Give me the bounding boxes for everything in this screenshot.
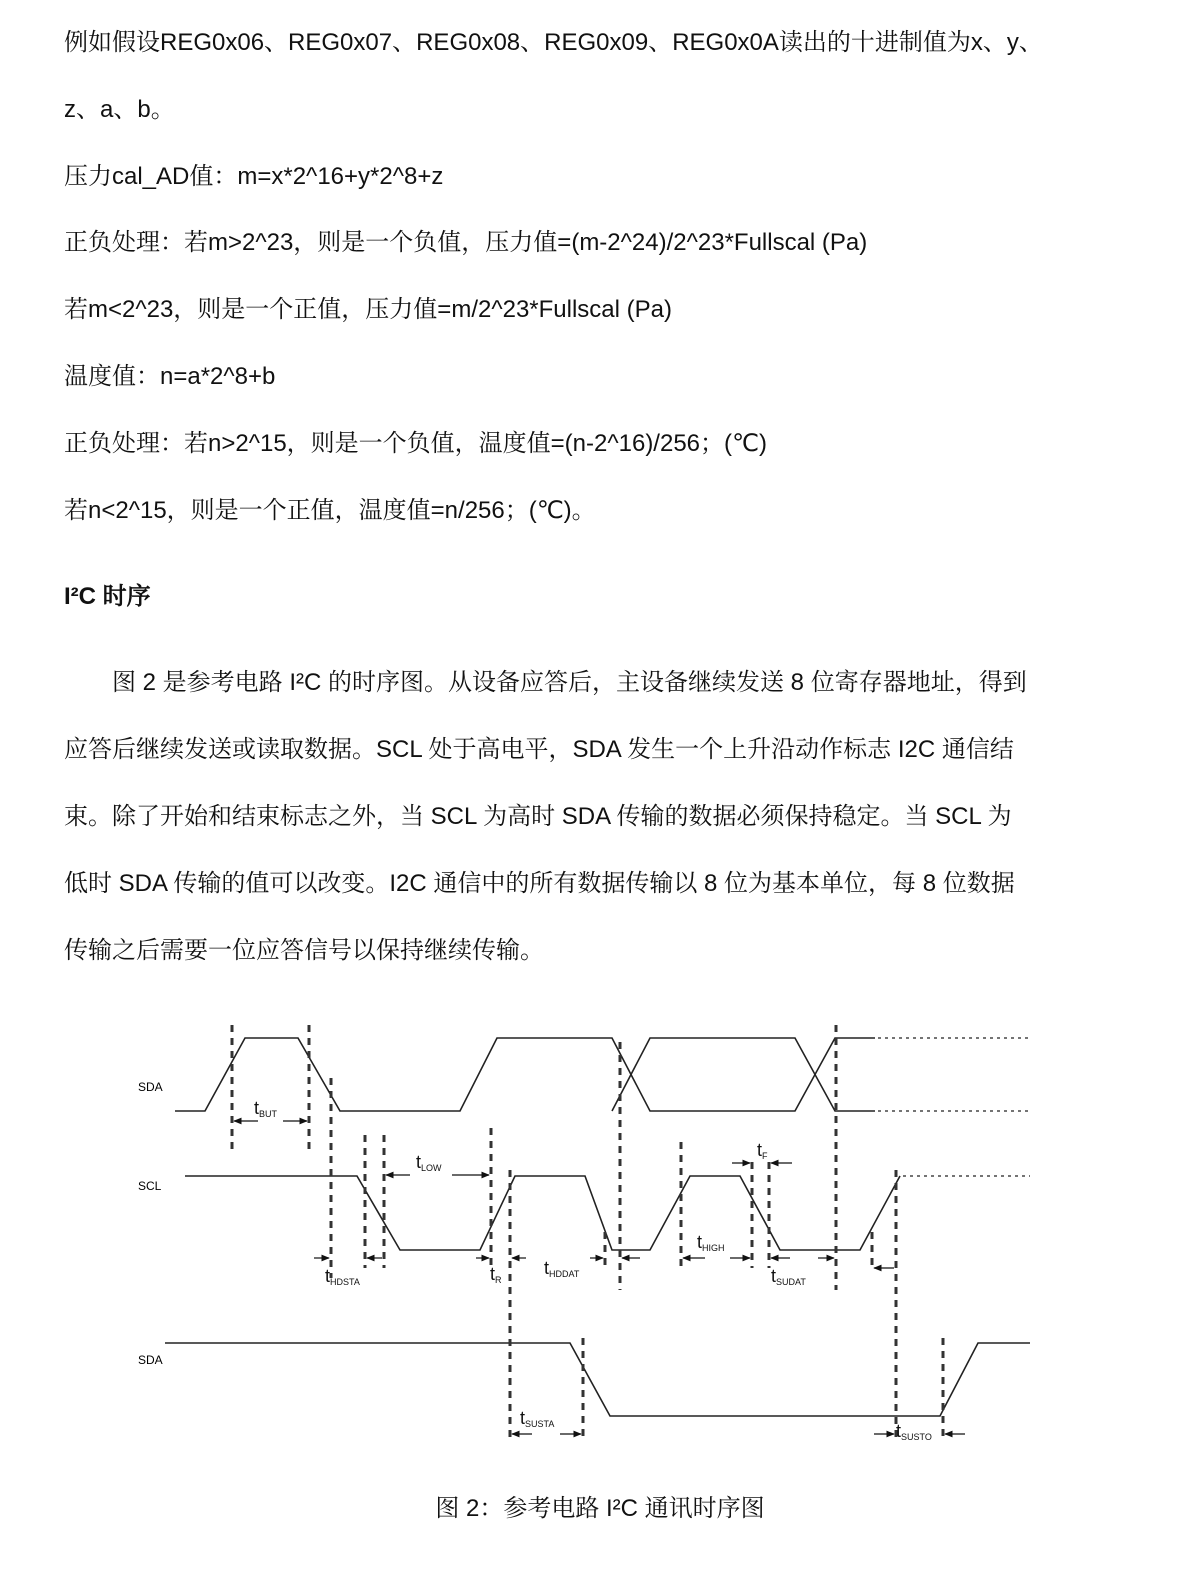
formula-line-4: 正负处理：若m>2^23，则是一个负值，压力值=(m-2^24)/2^23*Fullscal (Pa) (64, 229, 868, 256)
paragraph-line-3: 束。除了开始和结束标志之外，当 SCL 为高时 SDA 传输的数据必须保持稳定。当 SCL 为 (64, 803, 1012, 830)
formula-line-3: 压力cal_AD值：m=x*2^16+y*2^8+z (64, 163, 444, 190)
timing-label-tbut: tBUT (254, 1098, 278, 1119)
formula-line-1: 例如假设REG0x06、REG0x07、REG0x08、REG0x09、REG0x0A读出的十进制值为x、y、 (64, 29, 1043, 56)
timing-label-tsusta: tSUSTA (520, 1408, 555, 1429)
figure-caption: 图 2：参考电路 I²C 通讯时序图 (435, 1495, 765, 1522)
sda-top-waveform (175, 1038, 1030, 1111)
timing-label-tr: tR (490, 1264, 502, 1285)
timing-label-tf: tF (757, 1140, 768, 1161)
paragraph-line-5: 传输之后需要一位应答信号以保持继续传输。 (64, 937, 544, 964)
i2c-timing-diagram (0, 1010, 1200, 1480)
paragraph-line-1: 图 2 是参考电路 I²C 的时序图。从设备应答后，主设备继续发送 8 位寄存器地址，得到 (64, 669, 1027, 696)
formula-line-5: 若m<2^23，则是一个正值，压力值=m/2^23*Fullscal (Pa) (64, 296, 672, 323)
formula-line-8: 若n<2^15，则是一个正值，温度值=n/256；(℃)。 (64, 497, 596, 524)
scl-waveform (185, 1176, 1030, 1250)
timing-label-thddat: tHDDAT (544, 1258, 580, 1279)
signal-label-sda-bottom: SDA (138, 1353, 163, 1367)
signal-label-sda-top: SDA (138, 1080, 163, 1094)
paragraph-line-4: 低时 SDA 传输的值可以改变。I2C 通信中的所有数据传输以 8 位为基本单位，每 8 位数据 (64, 870, 1015, 897)
section-title: I²C 时序 (64, 583, 151, 610)
timing-label-tlow: tLOW (416, 1152, 442, 1173)
formula-line-6: 温度值：n=a*2^8+b (64, 363, 276, 390)
signal-label-scl: SCL (138, 1179, 162, 1193)
formula-line-7: 正负处理：若n>2^15，则是一个负值，温度值=(n-2^16)/256；(℃) (64, 430, 767, 457)
timing-label-thdsta: tHDSTA (325, 1266, 360, 1287)
timing-label-thigh: tHIGH (697, 1232, 725, 1253)
timing-label-tsusto: tSUSTO (896, 1421, 932, 1442)
paragraph-line-2: 应答后继续发送或读取数据。SCL 处于高电平，SDA 发生一个上升沿动作标志 I2C 通信结 (64, 736, 1014, 763)
sda-bottom-waveform (165, 1343, 1030, 1416)
timing-label-tsudat: tSUDAT (771, 1266, 806, 1287)
formula-line-2: z、a、b。 (64, 96, 175, 123)
